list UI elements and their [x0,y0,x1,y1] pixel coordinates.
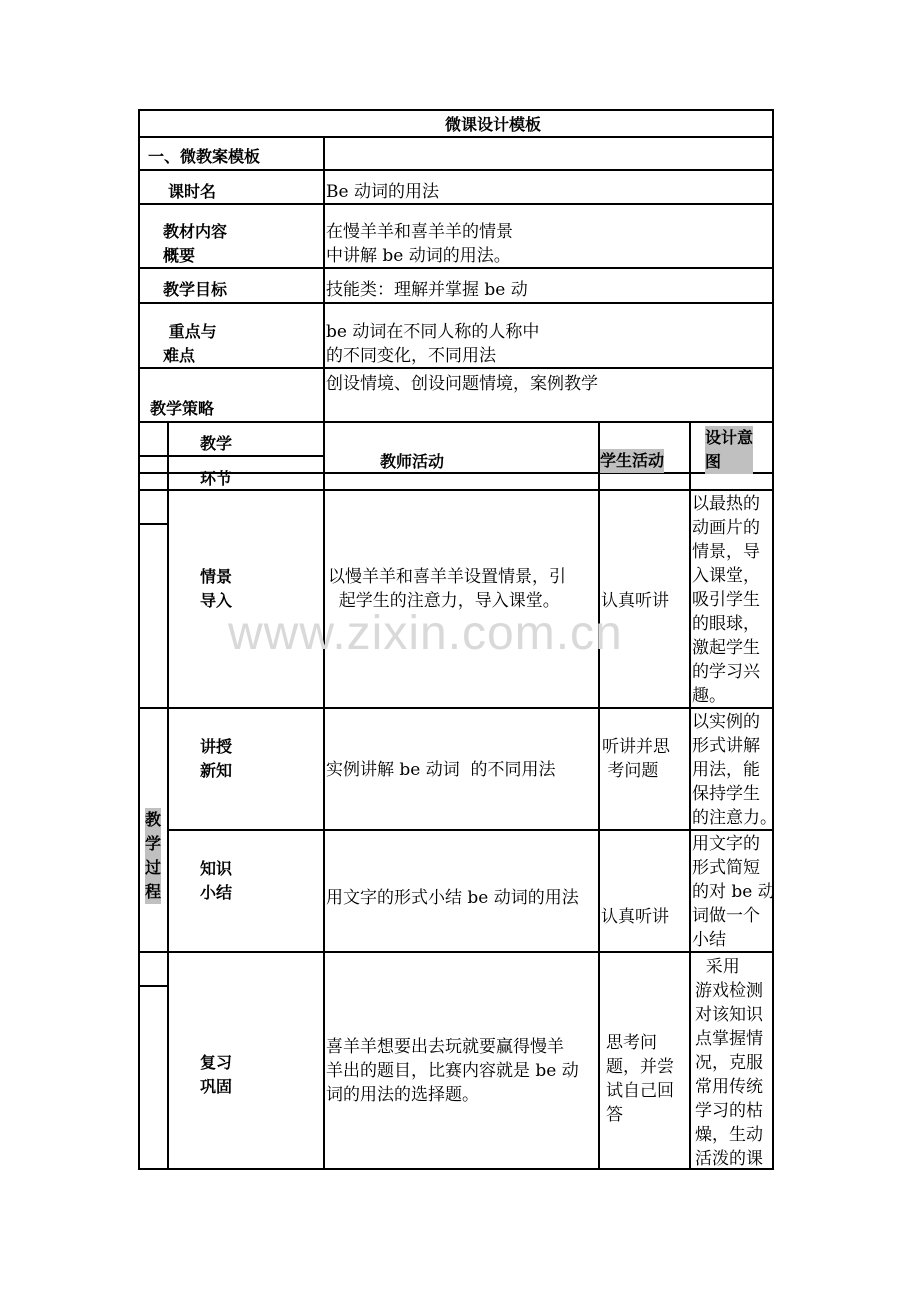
stage-label: 复习 巩固 [200,1053,233,1096]
info-label-strategy: 教学策略 [150,399,215,418]
teacher-activity: 实例讲解 be 动词 的不同用法 [326,760,556,780]
rule [138,985,168,987]
info-value-goal: 技能类：理解并掌握 be 动 [326,280,528,300]
design-intent: 以最热的 动画片的 情景，导 入课堂， 吸引学生 的眼球， 激起学生 的学习兴 趣。 [692,494,760,706]
table-title: 微课设计模板 [444,115,541,134]
student-activity: 认真听讲 [601,907,669,927]
rule [772,109,774,1170]
rule [138,203,773,205]
rule [168,829,773,831]
teacher-activity: 喜羊羊想要出去玩就要赢得慢羊 羊出的题目，比赛内容就是 be 动 词的用法的选择题。 [326,1037,579,1105]
student-activity: 认真听讲 [601,591,669,611]
process-side-label: 教 学 过 程 [145,808,161,904]
info-value-lesson: Be 动词的用法 [326,182,439,202]
header-teacher-activity: 教师活动 [380,452,445,471]
stage-label: 讲授 新知 [200,737,233,780]
rule [138,489,773,491]
info-value-keypoints: be 动词在不同人称的人称中 的不同变化，不同用法 [326,322,540,366]
design-intent: 以实例的 形式讲解 用法，能 保持学生 的注意力。 [692,712,777,828]
info-label-lesson: 课时名 [168,182,217,201]
rule [168,455,324,457]
stage-label: 情景 导入 [200,567,233,610]
design-intent: 采用 游戏检测 对该知识 点掌握情 况，克服 常用传统 学习的枯 燥，生动 活泼的课 [695,957,763,1169]
rule [138,472,773,474]
rule [138,523,168,525]
rule [138,109,773,111]
teacher-activity: 用文字的形式小结 be 动词的用法 [326,888,579,908]
rule [138,109,140,1170]
rule [138,169,773,171]
rule [167,421,169,1170]
header-student-activity: 学生活动 [600,449,664,473]
student-activity: 听讲并思 考问题 [602,737,670,781]
info-label-keypoints: 重点与 难点 [163,322,217,365]
stage-label: 知识 小结 [200,859,233,902]
design-intent: 用文字的 形式简短 的对 be 动 词做一个 小结 [692,834,775,950]
rule [138,421,773,423]
rule [138,455,168,457]
teacher-activity: 以慢羊羊和喜羊羊设置情景，引 起学生的注意力，导入课堂。 [328,567,566,611]
info-value-strategy: 创设情境、创设问题情境，案例教学 [326,374,598,394]
info-label-goal: 教学目标 [163,280,228,299]
student-activity: 思考问 题，并尝 试自己回 答 [606,1033,674,1125]
rule [598,421,600,1170]
rule [689,421,691,1170]
rule [138,707,773,709]
header-design-intent: 设计意 图 [705,426,753,474]
section-heading: 一、微教案模板 [148,147,261,166]
rule [138,951,773,953]
header-stage-top: 教学 [200,434,233,453]
rule [138,1168,773,1170]
rule [138,302,773,304]
header-stage-bottom: 环节 [200,469,233,488]
watermark: www.zixin.com.cn [228,607,623,660]
info-label-content: 教材内容 概要 [163,222,228,265]
info-value-content: 在慢羊羊和喜羊羊的情景 中讲解 be 动词的用法。 [326,222,513,266]
